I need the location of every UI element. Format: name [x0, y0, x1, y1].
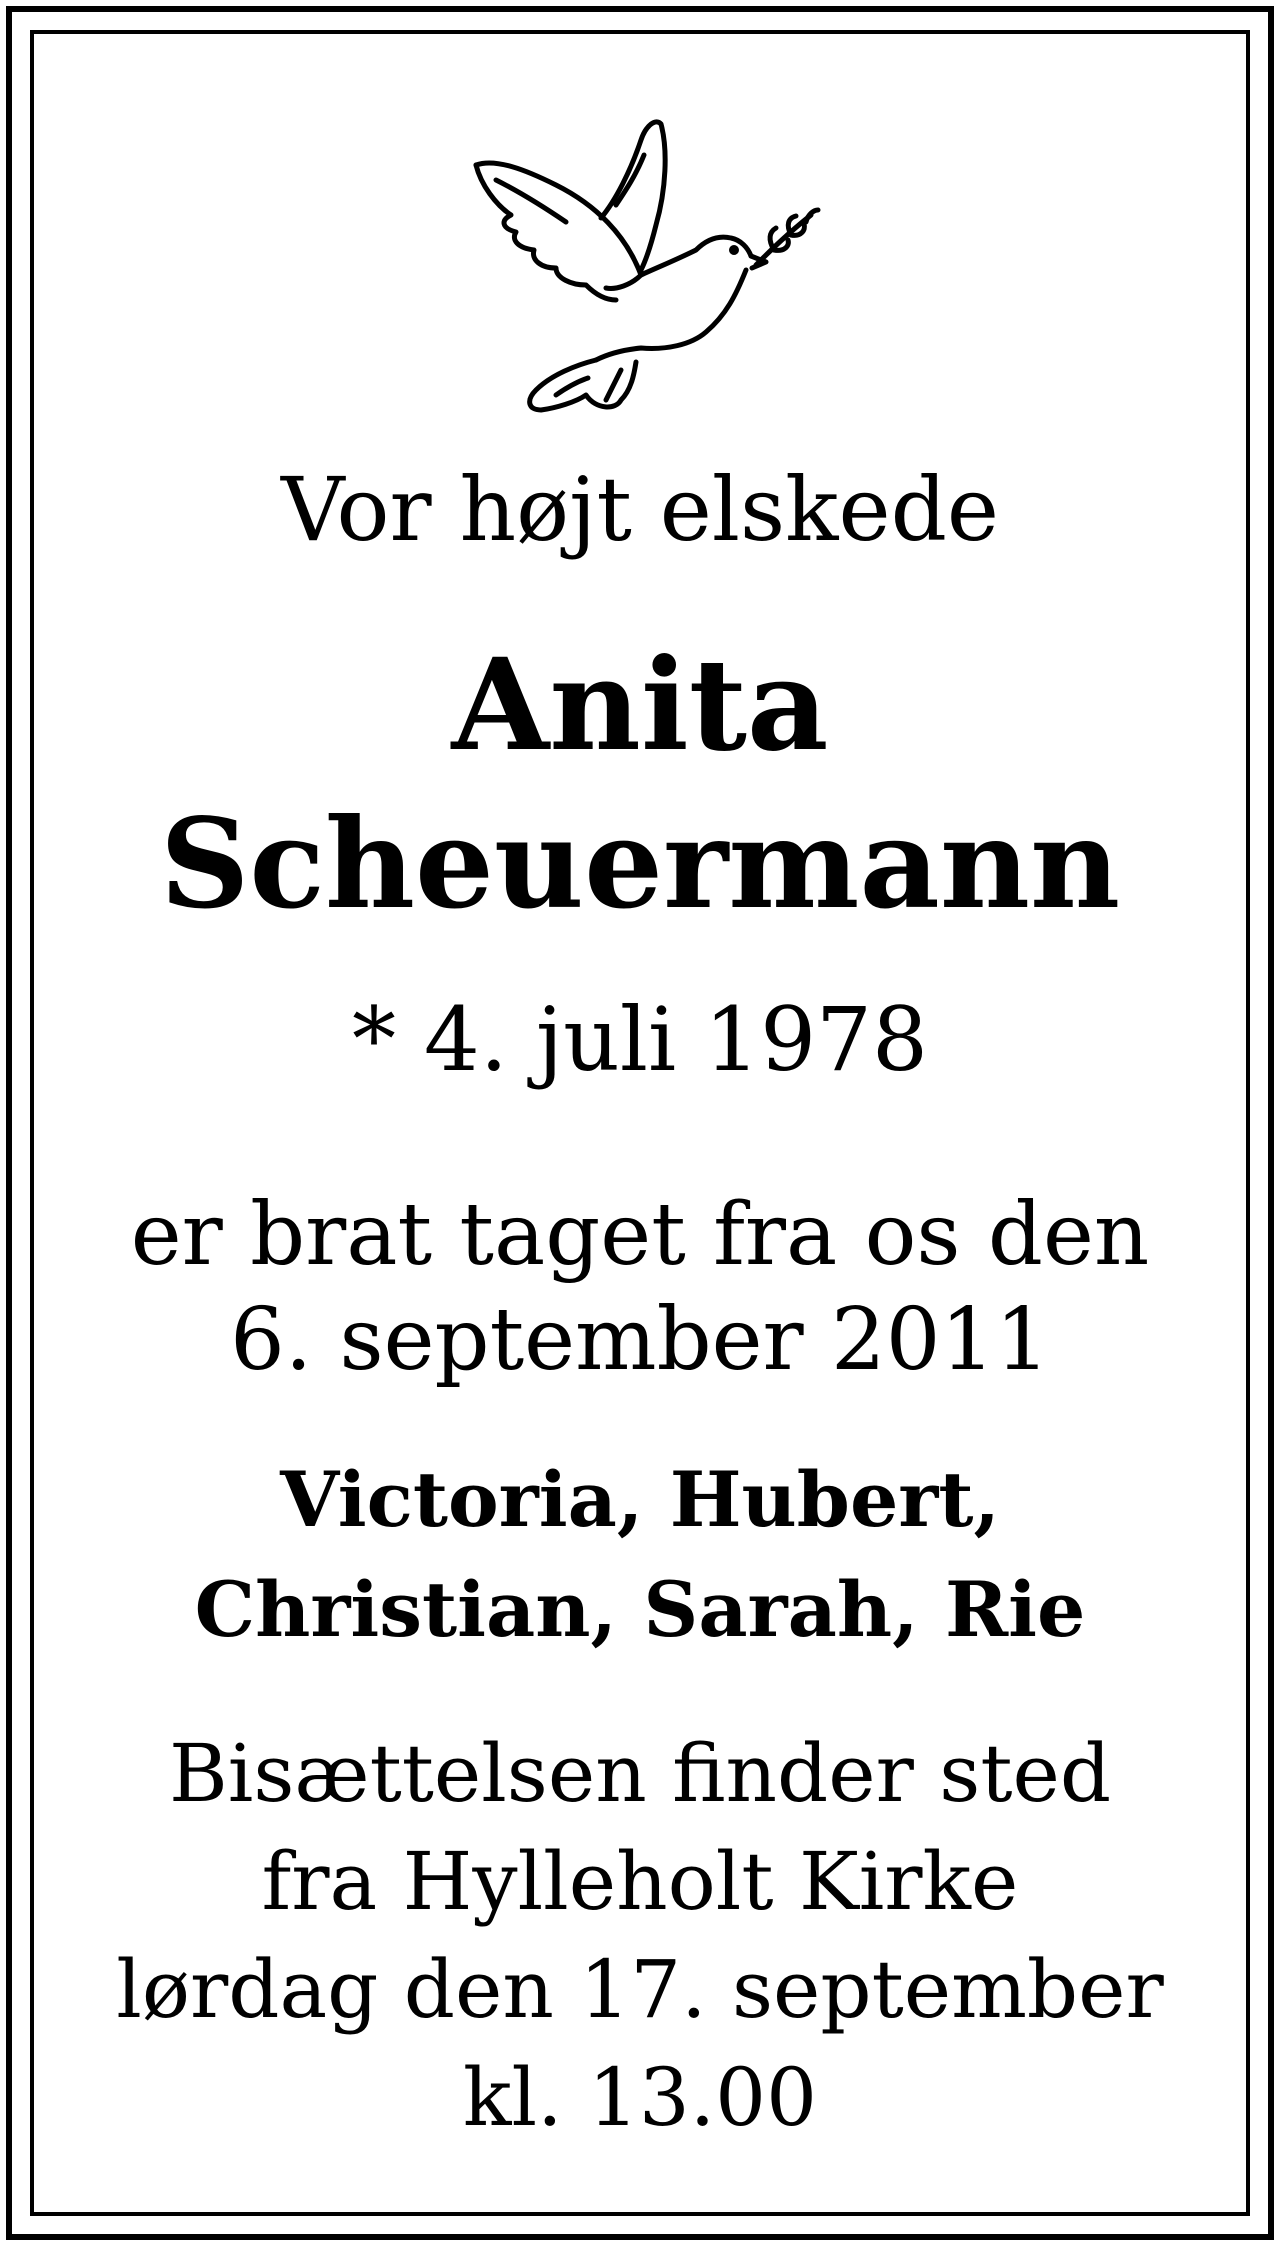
family-names-line1: Victoria, Hubert,: [280, 1455, 1000, 1544]
funeral-info-line4: kl. 13.00: [463, 2051, 817, 2144]
death-date: 6. september 2011: [230, 1290, 1050, 1390]
family-names-line2: Christian, Sarah, Rie: [194, 1565, 1086, 1654]
deceased-last-name: Scheuermann: [159, 792, 1121, 937]
funeral-info-line1: Bisættelsen finder sted: [168, 1727, 1112, 1820]
birth-date: * 4. juli 1978: [351, 988, 929, 1091]
funeral-info-line3: lørdag den 17. september: [116, 1943, 1164, 2036]
dove-icon: [456, 110, 826, 420]
deceased-first-name: Anita: [451, 631, 829, 779]
funeral-info-line2: fra Hylleholt Kirke: [261, 1835, 1019, 1928]
death-text: er brat taget fra os den: [130, 1185, 1150, 1285]
intro-text: Vor højt elskede: [281, 458, 999, 561]
